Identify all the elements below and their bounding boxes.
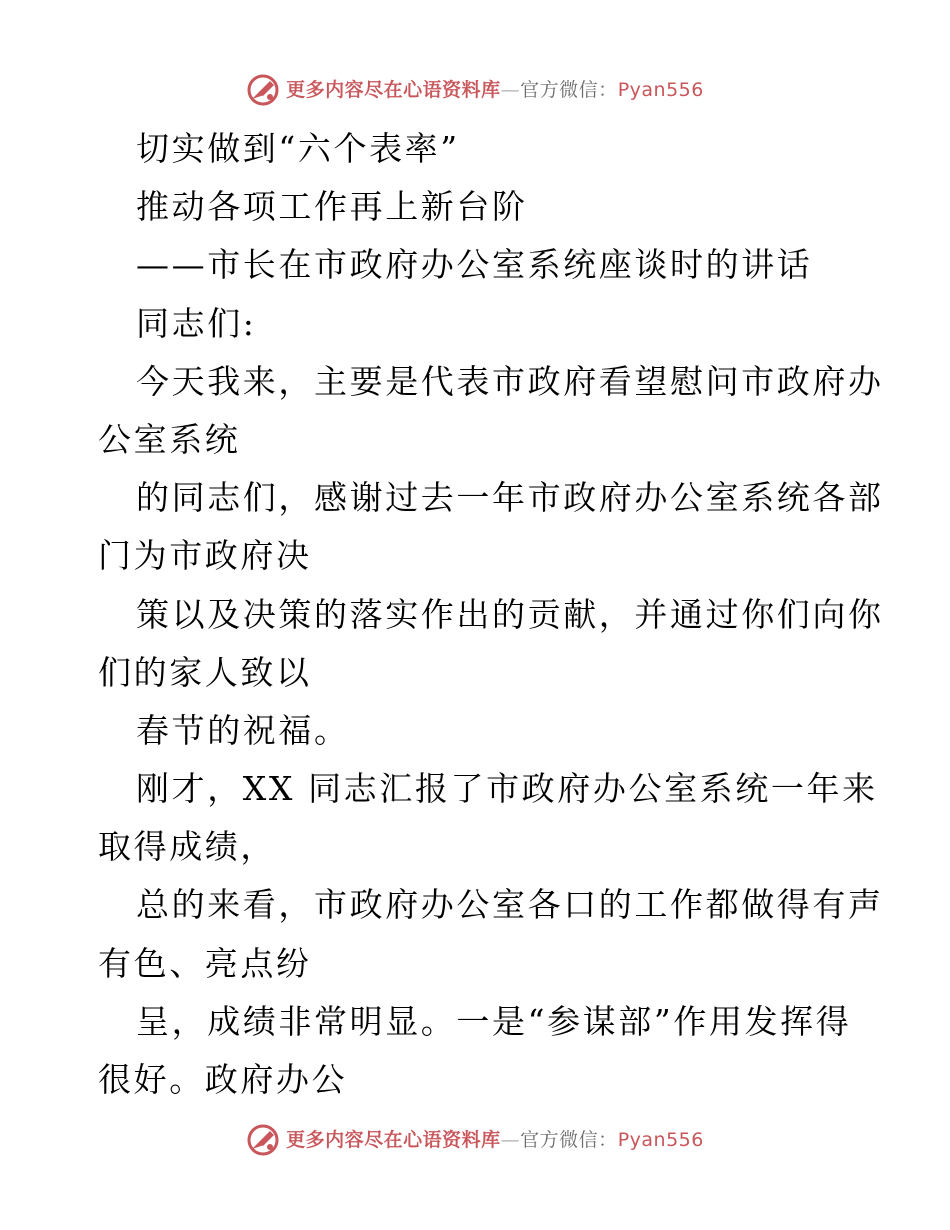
banner-site-name: 更多内容尽在心语资料库 xyxy=(286,1128,501,1151)
title-line-2: 推动各项工作再上新台阶 xyxy=(136,187,528,227)
paragraph-line: 呈，成绩非常明显。一是“参谋部”作用发挥得 xyxy=(136,1001,852,1041)
paragraph-line: 刚才，XX 同志汇报了市政府办公室系统一年来 xyxy=(136,769,878,809)
banner-site-name: 更多内容尽在心语资料库 xyxy=(286,78,501,101)
banner-wechat-id: Pyan556 xyxy=(617,78,704,101)
footer-banner-text xyxy=(286,1128,704,1151)
header-banner-text xyxy=(286,78,704,101)
paragraph-line: 很好。政府办公 xyxy=(98,1060,348,1099)
footer-banner xyxy=(0,1120,950,1160)
paragraph-line: 门为市政府决 xyxy=(98,536,312,576)
document-body xyxy=(98,120,884,1109)
paragraph-line: 今天我来，主要是代表市政府看望慰问市政府办 xyxy=(136,361,884,401)
brand-logo-icon xyxy=(246,1123,280,1157)
salutation: 同志们: xyxy=(136,303,257,343)
banner-dash: — xyxy=(500,78,521,101)
banner-wechat-label: 官方微信： xyxy=(520,1128,618,1151)
paragraph-line: 总的来看，市政府办公室各口的工作都做得有声 xyxy=(136,885,884,925)
header-banner xyxy=(0,70,950,110)
banner-wechat-id: Pyan556 xyxy=(617,1128,704,1151)
banner-wechat-label: 官方微信： xyxy=(520,78,618,101)
paragraph-line: 春节的祝福。 xyxy=(136,710,350,750)
paragraph-line: 的同志们，感谢过去一年市政府办公室系统各部 xyxy=(136,478,884,518)
banner-dash: — xyxy=(500,1128,521,1151)
brand-logo-icon xyxy=(246,73,280,107)
subtitle-line: ——市长在市政府办公室系统座谈时的讲话 xyxy=(136,245,813,285)
paragraph-line: 策以及决策的落实作出的贡献，并通过你们向你 xyxy=(136,594,884,634)
paragraph-line: 公室系统 xyxy=(98,419,241,459)
paragraph-line: 取得成绩， xyxy=(98,827,276,867)
paragraph-line: 们的家人致以 xyxy=(98,652,312,692)
paragraph-line: 有色、亮点纷 xyxy=(98,943,312,983)
title-line-1: 切实做到“六个表率” xyxy=(136,129,460,168)
